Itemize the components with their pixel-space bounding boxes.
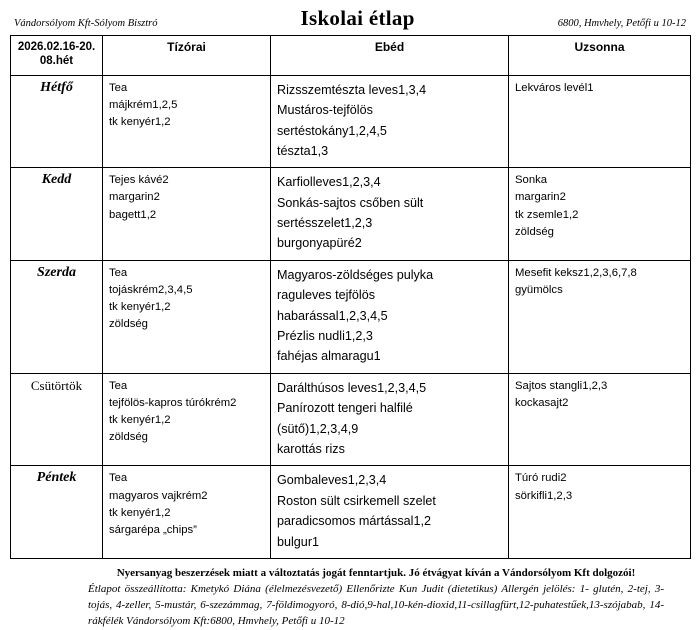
week-range-header: 2026.02.16-20. 08.hét <box>11 36 103 76</box>
menu-line: tejfölös-kapros túrókrém2 <box>109 396 237 409</box>
uzsonna-monday <box>509 75 691 168</box>
menu-line: raguleves tejfölös <box>277 288 376 303</box>
menu-line: sertésszelet1,2,3 <box>277 216 373 231</box>
uzsonna-wednesday <box>509 260 691 373</box>
menu-line: Lekváros levél1 <box>515 81 594 94</box>
table-row <box>11 75 691 168</box>
menu-line: Gombaleves1,2,3,4 <box>277 473 387 488</box>
menu-line: bulgur1 <box>277 534 320 549</box>
menu-line: margarin2 <box>109 191 160 204</box>
company-name: Vándorsólyom Kft-Sólyom Bisztró <box>14 18 158 29</box>
table-header-row <box>11 36 691 76</box>
menu-line: Mustáros-tejfölös <box>277 103 373 118</box>
menu-line: Karfiolleves1,2,3,4 <box>277 175 381 190</box>
tizorai-monday <box>103 75 271 168</box>
menu-line: Túró rudi2 <box>515 472 567 485</box>
menu-line: karottás rizs <box>277 442 345 456</box>
menu-line: Sonkás-sajtos csőben sült <box>277 195 424 210</box>
menu-line: Rizsszemtészta leves1,3,4 <box>277 82 427 97</box>
menu-line: paradicsomos mártással1,2 <box>277 514 431 529</box>
document-header <box>10 6 690 35</box>
menu-line: sörkifli1,2,3 <box>515 489 573 502</box>
uzsonna-tuesday <box>509 168 691 261</box>
document-footer <box>10 566 690 630</box>
menu-line: fahéjas almaragu1 <box>277 349 381 364</box>
menu-line: sárgarépa „chips” <box>109 523 197 536</box>
footer-disclaimer: Nyersanyag beszerzések miatt a változtatás jogát fenntartjuk. Jó étvágyat kíván a Vándorsólyom Kft dolgozói! <box>116 566 636 579</box>
menu-line: Tejes kávé2 <box>109 174 169 187</box>
menu-line: Panírozott tengeri halfilé <box>277 401 413 416</box>
menu-line: tk kenyér1,2 <box>109 116 171 129</box>
ebed-thursday <box>271 373 509 466</box>
menu-line: habarással1,2,3,4,5 <box>277 308 388 323</box>
day-label-thursday: Csütörtök <box>11 373 103 466</box>
menu-line: zöldség <box>109 431 148 444</box>
table-row <box>11 260 691 373</box>
menu-line: Tea <box>109 379 128 392</box>
menu-line: tojáskrém2,3,4,5 <box>109 284 193 297</box>
ebed-tuesday <box>271 168 509 261</box>
menu-line: kockasajt2 <box>515 396 569 409</box>
menu-line: Tea <box>109 81 128 94</box>
menu-line: Sajtos stangli1,2,3 <box>515 379 608 392</box>
menu-line: Tea <box>109 472 128 485</box>
uzsonna-thursday <box>509 373 691 466</box>
tizorai-thursday <box>103 373 271 466</box>
menu-line: tk kenyér1,2 <box>109 301 171 314</box>
table-row <box>11 168 691 261</box>
ebed-monday <box>271 75 509 168</box>
day-label-tuesday: Kedd <box>11 168 103 261</box>
table-body <box>11 75 691 558</box>
menu-line: tk zsemle1,2 <box>515 208 579 221</box>
menu-line: tk kenyér1,2 <box>109 506 171 519</box>
menu-line: zöldség <box>515 225 554 238</box>
menu-line: Magyaros-zöldséges pulyka <box>277 267 434 282</box>
menu-line: tk kenyér1,2 <box>109 414 171 427</box>
menu-line: zöldség <box>109 318 148 331</box>
menu-line: Tea <box>109 266 128 279</box>
ebed-wednesday <box>271 260 509 373</box>
menu-line: margarin2 <box>515 191 566 204</box>
tizorai-friday <box>103 466 271 559</box>
ebed-friday <box>271 466 509 559</box>
column-header-ebed: Ebéd <box>271 36 509 76</box>
menu-line: sertéstokány1,2,4,5 <box>277 123 387 138</box>
day-label-wednesday: Szerda <box>11 260 103 373</box>
page-title: Iskolai étlap <box>300 6 415 30</box>
menu-line: tészta1,3 <box>277 143 329 158</box>
day-label-friday: Péntek <box>11 466 103 559</box>
company-address: 6800, Hmvhely, Petőfi u 10-12 <box>557 18 686 29</box>
uzsonna-friday <box>509 466 691 559</box>
column-header-uzsonna: Uzsonna <box>509 36 691 76</box>
tizorai-wednesday <box>103 260 271 373</box>
menu-line: bagett1,2 <box>109 208 157 221</box>
menu-line: burgonyapüré2 <box>277 236 362 251</box>
menu-line: Darálthúsos leves1,2,3,4,5 <box>277 380 427 395</box>
menu-line: (sütő)1,2,3,4,9 <box>277 421 359 436</box>
menu-line: Prézlis nudli1,2,3 <box>277 329 373 344</box>
menu-line: magyaros vajkrém2 <box>109 489 208 502</box>
table-row <box>11 466 691 559</box>
tizorai-tuesday <box>103 168 271 261</box>
weekly-menu-table <box>10 35 691 559</box>
table-row <box>11 373 691 466</box>
menu-line: májkrém1,2,5 <box>109 98 178 111</box>
menu-line: Mesefit keksz1,2,3,6,7,8 <box>515 266 637 279</box>
menu-line: gyümölcs <box>515 284 563 297</box>
day-label-monday: Hétfő <box>11 75 103 168</box>
menu-line: Sonka <box>515 174 548 187</box>
menu-line: Roston sült csirkemell szelet <box>277 493 436 508</box>
column-header-tizorai: Tízórai <box>103 36 271 76</box>
footer-allergen-info: Étlapot összeállította: Kmetykó Diána (élelmezésvezető) Ellenőrizte Kun Judit (dietetikus) Allergén jelölés: 1- glutén, 2-tej, 3-tojás, 4-zeller, 5-mustár, 6-szezámmag, 7-földimogyoró, 8-dió,9-hal,10-kén-dioxid,11-csillagfürt,12-puhatestűek,13-szójabab, 14-rákfélék Vándorsólyom Kft:6800, Hmvhely, Petőfi u 10-12 <box>88 582 664 627</box>
